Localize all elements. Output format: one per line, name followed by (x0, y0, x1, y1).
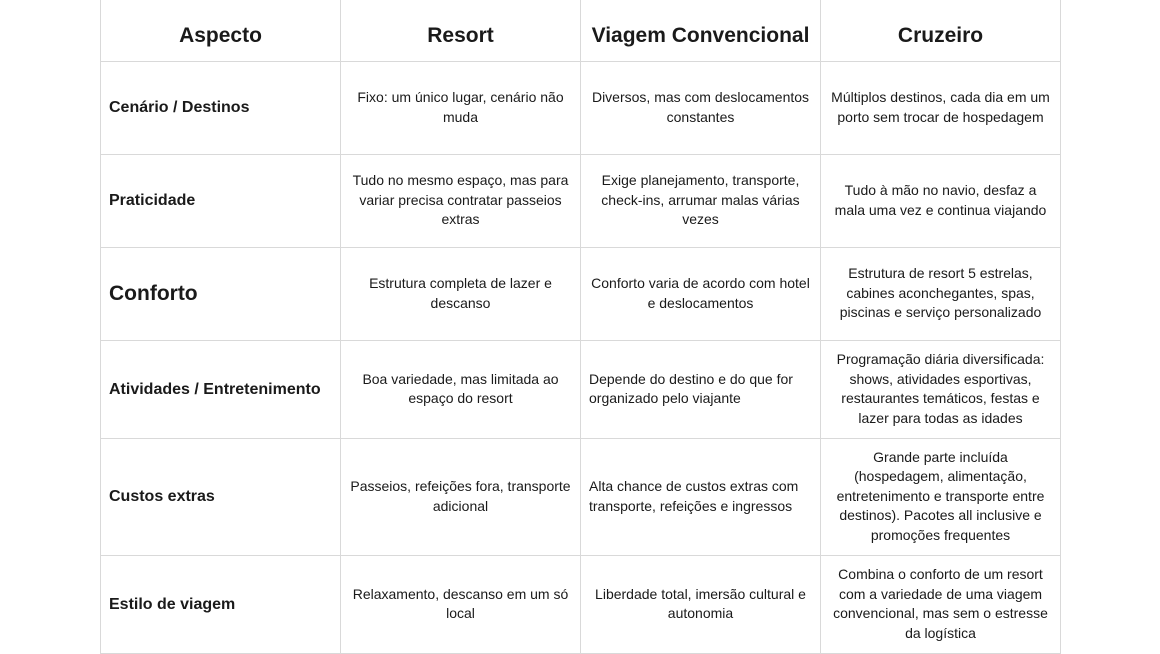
table-row (101, 438, 1061, 555)
convencional-cell: Conforto varia de acordo com hotel e deslocamentos (581, 247, 821, 340)
cruzeiro-cell: Programação diária diversificada: shows, atividades esportivas, restaurantes temáticos, festas e lazer para todas as idades (821, 340, 1061, 438)
resort-cell: Relaxamento, descanso em um só local (341, 555, 581, 653)
resort-cell: Estrutura completa de lazer e descanso (341, 247, 581, 340)
header-resort: Resort (341, 0, 581, 61)
resort-cell: Tudo no mesmo espaço, mas para variar precisa contratar passeios extras (341, 154, 581, 247)
table-row (101, 61, 1061, 154)
convencional-cell: Diversos, mas com deslocamentos constantes (581, 61, 821, 154)
aspect-cell: Atividades / Entretenimento (101, 340, 341, 438)
table-row (101, 555, 1061, 653)
header-cruzeiro: Cruzeiro (821, 0, 1061, 61)
convencional-cell: Exige planejamento, transporte, check-ins, arrumar malas várias vezes (581, 154, 821, 247)
cruzeiro-cell: Estrutura de resort 5 estrelas, cabines aconchegantes, spas, piscinas e serviço personalizado (821, 247, 1061, 340)
cruzeiro-cell: Combina o conforto de um resort com a variedade de uma viagem convencional, mas sem o estresse da logística (821, 555, 1061, 653)
convencional-cell: Depende do destino e do que for organizado pelo viajante (581, 340, 821, 438)
resort-cell: Fixo: um único lugar, cenário não muda (341, 61, 581, 154)
aspect-cell: Praticidade (101, 154, 341, 247)
aspect-cell: Cenário / Destinos (101, 61, 341, 154)
header-viagem-convencional: Viagem Convencional (581, 0, 821, 61)
aspect-cell: Estilo de viagem (101, 555, 341, 653)
table-row (101, 247, 1061, 340)
cruzeiro-cell: Múltiplos destinos, cada dia em um porto sem trocar de hospedagem (821, 61, 1061, 154)
comparison-table (100, 0, 1061, 654)
aspect-cell: Custos extras (101, 438, 341, 555)
cruzeiro-cell: Grande parte incluída (hospedagem, alimentação, entretenimento e transporte entre destinos). Pacotes all inclusive e promoções frequentes (821, 438, 1061, 555)
table-row (101, 154, 1061, 247)
aspect-cell: Conforto (101, 247, 341, 340)
table-row (101, 340, 1061, 438)
convencional-cell: Liberdade total, imersão cultural e autonomia (581, 555, 821, 653)
resort-cell: Boa variedade, mas limitada ao espaço do resort (341, 340, 581, 438)
header-aspecto: Aspecto (101, 0, 341, 61)
convencional-cell: Alta chance de custos extras com transporte, refeições e ingressos (581, 438, 821, 555)
cruzeiro-cell: Tudo à mão no navio, desfaz a mala uma vez e continua viajando (821, 154, 1061, 247)
header-row (101, 0, 1061, 61)
resort-cell: Passeios, refeições fora, transporte adicional (341, 438, 581, 555)
